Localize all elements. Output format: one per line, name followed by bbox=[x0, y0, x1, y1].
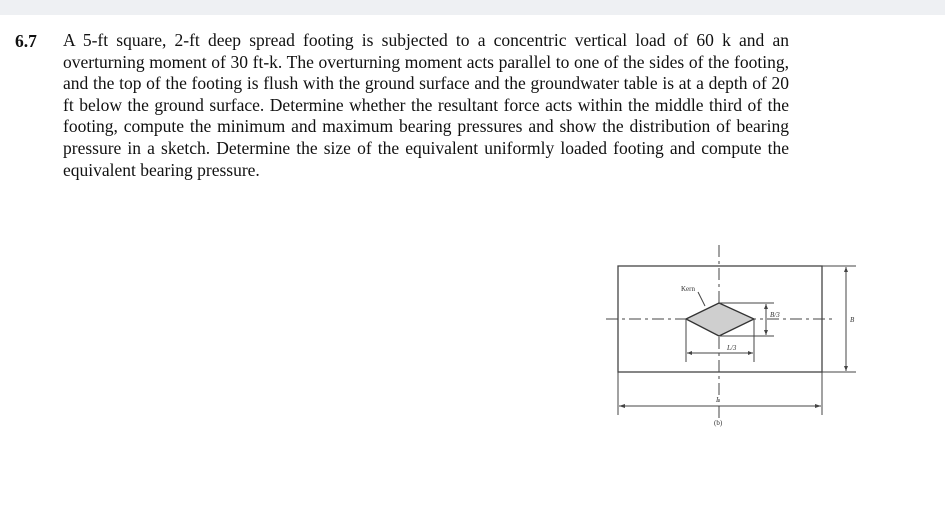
figure-caption: (b) bbox=[714, 419, 723, 427]
b3-label: B/3 bbox=[770, 311, 780, 319]
kern-label: Kern bbox=[681, 285, 695, 293]
b-label: B bbox=[850, 316, 855, 324]
problem-number: 6.7 bbox=[15, 31, 37, 51]
l3-label: L/3 bbox=[727, 344, 737, 352]
kern-diamond bbox=[686, 303, 754, 336]
kern-leader bbox=[698, 292, 705, 306]
problem-text: A 5-ft square, 2-ft deep spread footing is subjected to a concentric vertical load of 60 k and an overturning moment of 30 ft-k. The overturning moment acts parallel to one of the sides of the footing, and the top of the footing is flush with the ground surface and the groundwater table is at a depth of 20 ft below the ground surface. Determine whether the resultant force acts within the middle third of the footing, compute the minimum and maximum bearing pressures and show the distribution of bearing pressure in a sketch. Determine the size of the equivalent uniformly loaded footing and compute the equivalent bearing pressure. bbox=[63, 30, 789, 180]
l-label: L bbox=[716, 396, 720, 404]
